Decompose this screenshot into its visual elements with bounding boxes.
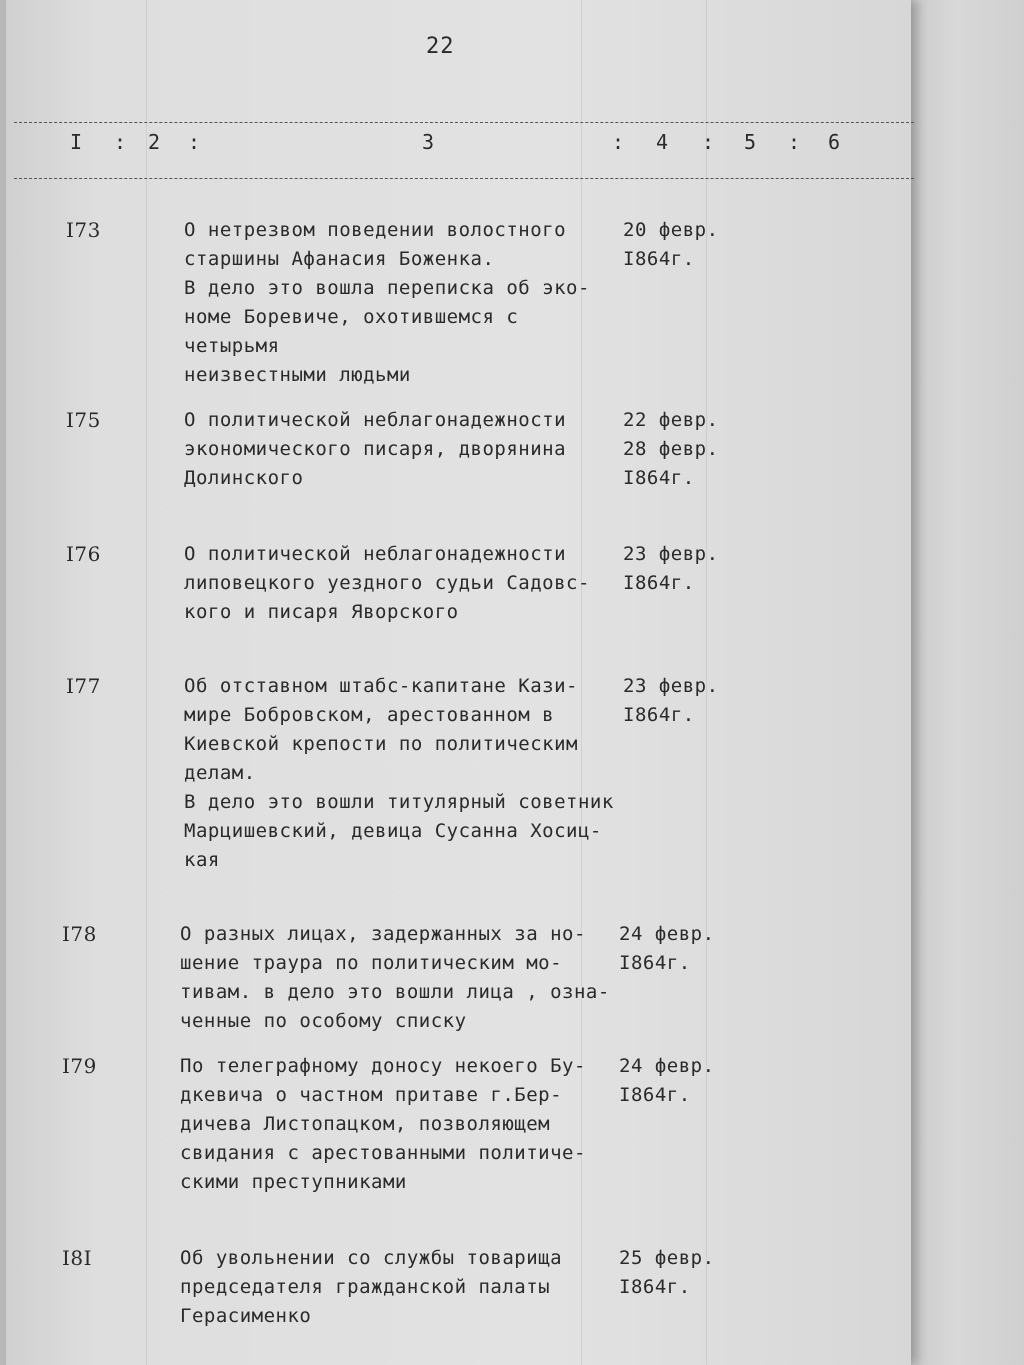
entry-number: I73 xyxy=(66,218,101,242)
entry-description: О разных лицах, задержанных за но- шение траура по политическим мо- тивам. в дело это вошли лица , озна- ченные по особому списку xyxy=(180,923,610,1032)
column-separator: : xyxy=(788,130,801,154)
entry-description: По телеграфному доносу некоего Бу- дкевича о частном притаве г.Бер- дичева Листопацком, позволяющем свидания с арестованными политиче- скими преступниками xyxy=(180,1055,586,1193)
column-header: 6 xyxy=(828,130,841,154)
page-number: 22 xyxy=(426,34,455,59)
entry-number: I8I xyxy=(62,1246,93,1270)
entry-number: I79 xyxy=(62,1054,97,1078)
document-page xyxy=(6,0,911,1365)
column-header: 5 xyxy=(744,130,757,154)
column-header: 3 xyxy=(422,130,435,154)
column-headers xyxy=(6,126,911,166)
column-header: 2 xyxy=(148,130,161,154)
column-separator: : xyxy=(188,130,201,154)
column-separator: : xyxy=(702,130,715,154)
page-edge xyxy=(911,0,1024,1365)
entry-number: I77 xyxy=(66,674,101,698)
entry-dates: 23 февр. I864г. xyxy=(623,675,719,726)
entry-description: О политической неблагонадежности экономического писаря, дворянина Долинского xyxy=(184,409,567,489)
entry-dates: 20 февр. I864г. xyxy=(623,219,719,270)
column-rule xyxy=(146,0,147,1365)
entry-number: I78 xyxy=(62,922,97,946)
entry-dates: 23 февр. I864г. xyxy=(623,543,719,594)
entry-number: I76 xyxy=(66,542,101,566)
column-header: 4 xyxy=(656,130,669,154)
entry-dates: 25 февр. I864г. xyxy=(619,1247,715,1298)
entry-dates: 24 февр. I864г. xyxy=(619,923,715,974)
entry-description: О нетрезвом поведении волостного старшины Афанасия Боженка. В дело это вошла переписка об эко- номе Боревиче, охотившемся с четырьмя неизвестными людьми xyxy=(184,219,590,386)
header-rule-bottom xyxy=(14,178,914,179)
entry-description: О политической неблагонадежности липовецкого уездного судьи Садовс- кого и писаря Яворского xyxy=(184,543,590,623)
entry-description: Об отставном штабс-капитане Кази- мире Бобровском, арестованном в Киевской крепости по политическим делам. В дело это вошли титулярный советник Марцишевский, девица Сусанна Хосиц- кая xyxy=(184,675,614,871)
header-rule-top xyxy=(14,122,914,123)
entry-description: Об увольнении со службы товарища председателя гражданской палаты Герасименко xyxy=(180,1247,563,1327)
entry-dates: 22 февр. 28 февр. I864г. xyxy=(623,409,719,489)
entry-number: I75 xyxy=(66,408,101,432)
column-separator: : xyxy=(612,130,625,154)
entry-dates: 24 февр. I864г. xyxy=(619,1055,715,1106)
column-header: I xyxy=(70,130,83,154)
column-separator: : xyxy=(114,130,127,154)
